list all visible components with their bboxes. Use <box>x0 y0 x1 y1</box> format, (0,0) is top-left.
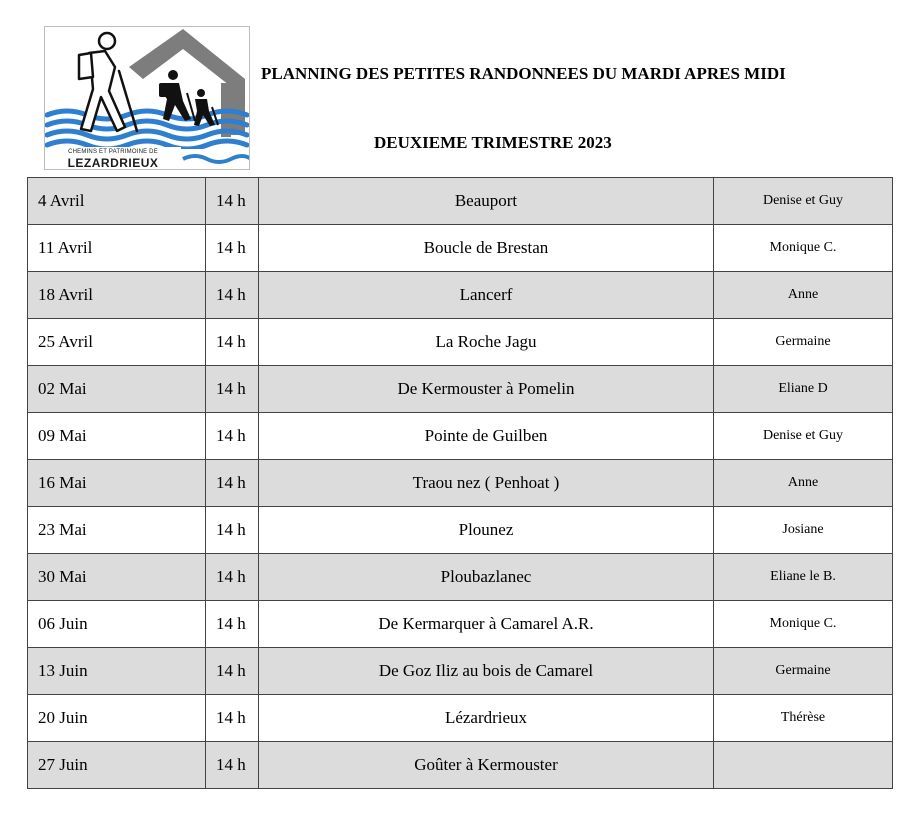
guide-cell <box>714 742 893 789</box>
date-cell: 16 Mai <box>28 460 206 507</box>
date-cell: 4 Avril <box>28 178 206 225</box>
time-cell: 14 h <box>206 272 259 319</box>
date-cell: 23 Mai <box>28 507 206 554</box>
destination-cell: Pointe de Guilben <box>259 413 714 460</box>
time-cell: 14 h <box>206 601 259 648</box>
date-cell: 20 Juin <box>28 695 206 742</box>
guide-cell: Monique C. <box>714 225 893 272</box>
table-row <box>28 225 893 272</box>
destination-cell: De Kermarquer à Camarel A.R. <box>259 601 714 648</box>
time-cell: 14 h <box>206 413 259 460</box>
time-cell: 14 h <box>206 225 259 272</box>
guide-cell: Josiane <box>714 507 893 554</box>
guide-cell: Monique C. <box>714 601 893 648</box>
table-row <box>28 272 893 319</box>
table-row <box>28 413 893 460</box>
destination-cell: Goûter à Kermouster <box>259 742 714 789</box>
logo-caption-big: LEZARDRIEUX <box>67 156 159 170</box>
destination-cell: Traou nez ( Penhoat ) <box>259 460 714 507</box>
date-cell: 13 Juin <box>28 648 206 695</box>
table-row <box>28 695 893 742</box>
destination-cell: Plounez <box>259 507 714 554</box>
date-cell: 18 Avril <box>28 272 206 319</box>
time-cell: 14 h <box>206 648 259 695</box>
destination-cell: De Kermouster à Pomelin <box>259 366 714 413</box>
guide-cell: Germaine <box>714 648 893 695</box>
date-cell: 09 Mai <box>28 413 206 460</box>
page-title: PLANNING DES PETITES RANDONNEES DU MARDI APRES MIDI <box>261 64 786 83</box>
destination-cell: Lézardrieux <box>259 695 714 742</box>
club-logo <box>44 26 250 170</box>
table-row <box>28 554 893 601</box>
guide-cell: Germaine <box>714 319 893 366</box>
guide-cell: Denise et Guy <box>714 178 893 225</box>
time-cell: 14 h <box>206 460 259 507</box>
table-row <box>28 319 893 366</box>
guide-cell: Anne <box>714 272 893 319</box>
destination-cell: Lancerf <box>259 272 714 319</box>
destination-cell: Beauport <box>259 178 714 225</box>
guide-cell: Eliane D <box>714 366 893 413</box>
guide-cell: Anne <box>714 460 893 507</box>
table-row <box>28 366 893 413</box>
table-row <box>28 742 893 789</box>
destination-cell: Boucle de Brestan <box>259 225 714 272</box>
guide-cell: Denise et Guy <box>714 413 893 460</box>
destination-cell: Ploubazlanec <box>259 554 714 601</box>
time-cell: 14 h <box>206 178 259 225</box>
logo-caption-small: CHEMINS ET PATRIMOINE DE <box>68 149 158 155</box>
time-cell: 14 h <box>206 319 259 366</box>
schedule-body <box>28 178 893 789</box>
guide-cell: Eliane le B. <box>714 554 893 601</box>
date-cell: 27 Juin <box>28 742 206 789</box>
destination-cell: La Roche Jagu <box>259 319 714 366</box>
table-row <box>28 648 893 695</box>
date-cell: 11 Avril <box>28 225 206 272</box>
date-cell: 25 Avril <box>28 319 206 366</box>
table-row <box>28 460 893 507</box>
date-cell: 30 Mai <box>28 554 206 601</box>
table-row <box>28 601 893 648</box>
table-row <box>28 507 893 554</box>
time-cell: 14 h <box>206 366 259 413</box>
destination-cell: De Goz Iliz au bois de Camarel <box>259 648 714 695</box>
time-cell: 14 h <box>206 742 259 789</box>
page-subtitle: DEUXIEME TRIMESTRE 2023 <box>374 133 612 152</box>
time-cell: 14 h <box>206 507 259 554</box>
table-row <box>28 178 893 225</box>
time-cell: 14 h <box>206 695 259 742</box>
date-cell: 02 Mai <box>28 366 206 413</box>
time-cell: 14 h <box>206 554 259 601</box>
schedule-table <box>27 177 893 789</box>
date-cell: 06 Juin <box>28 601 206 648</box>
guide-cell: Thérèse <box>714 695 893 742</box>
